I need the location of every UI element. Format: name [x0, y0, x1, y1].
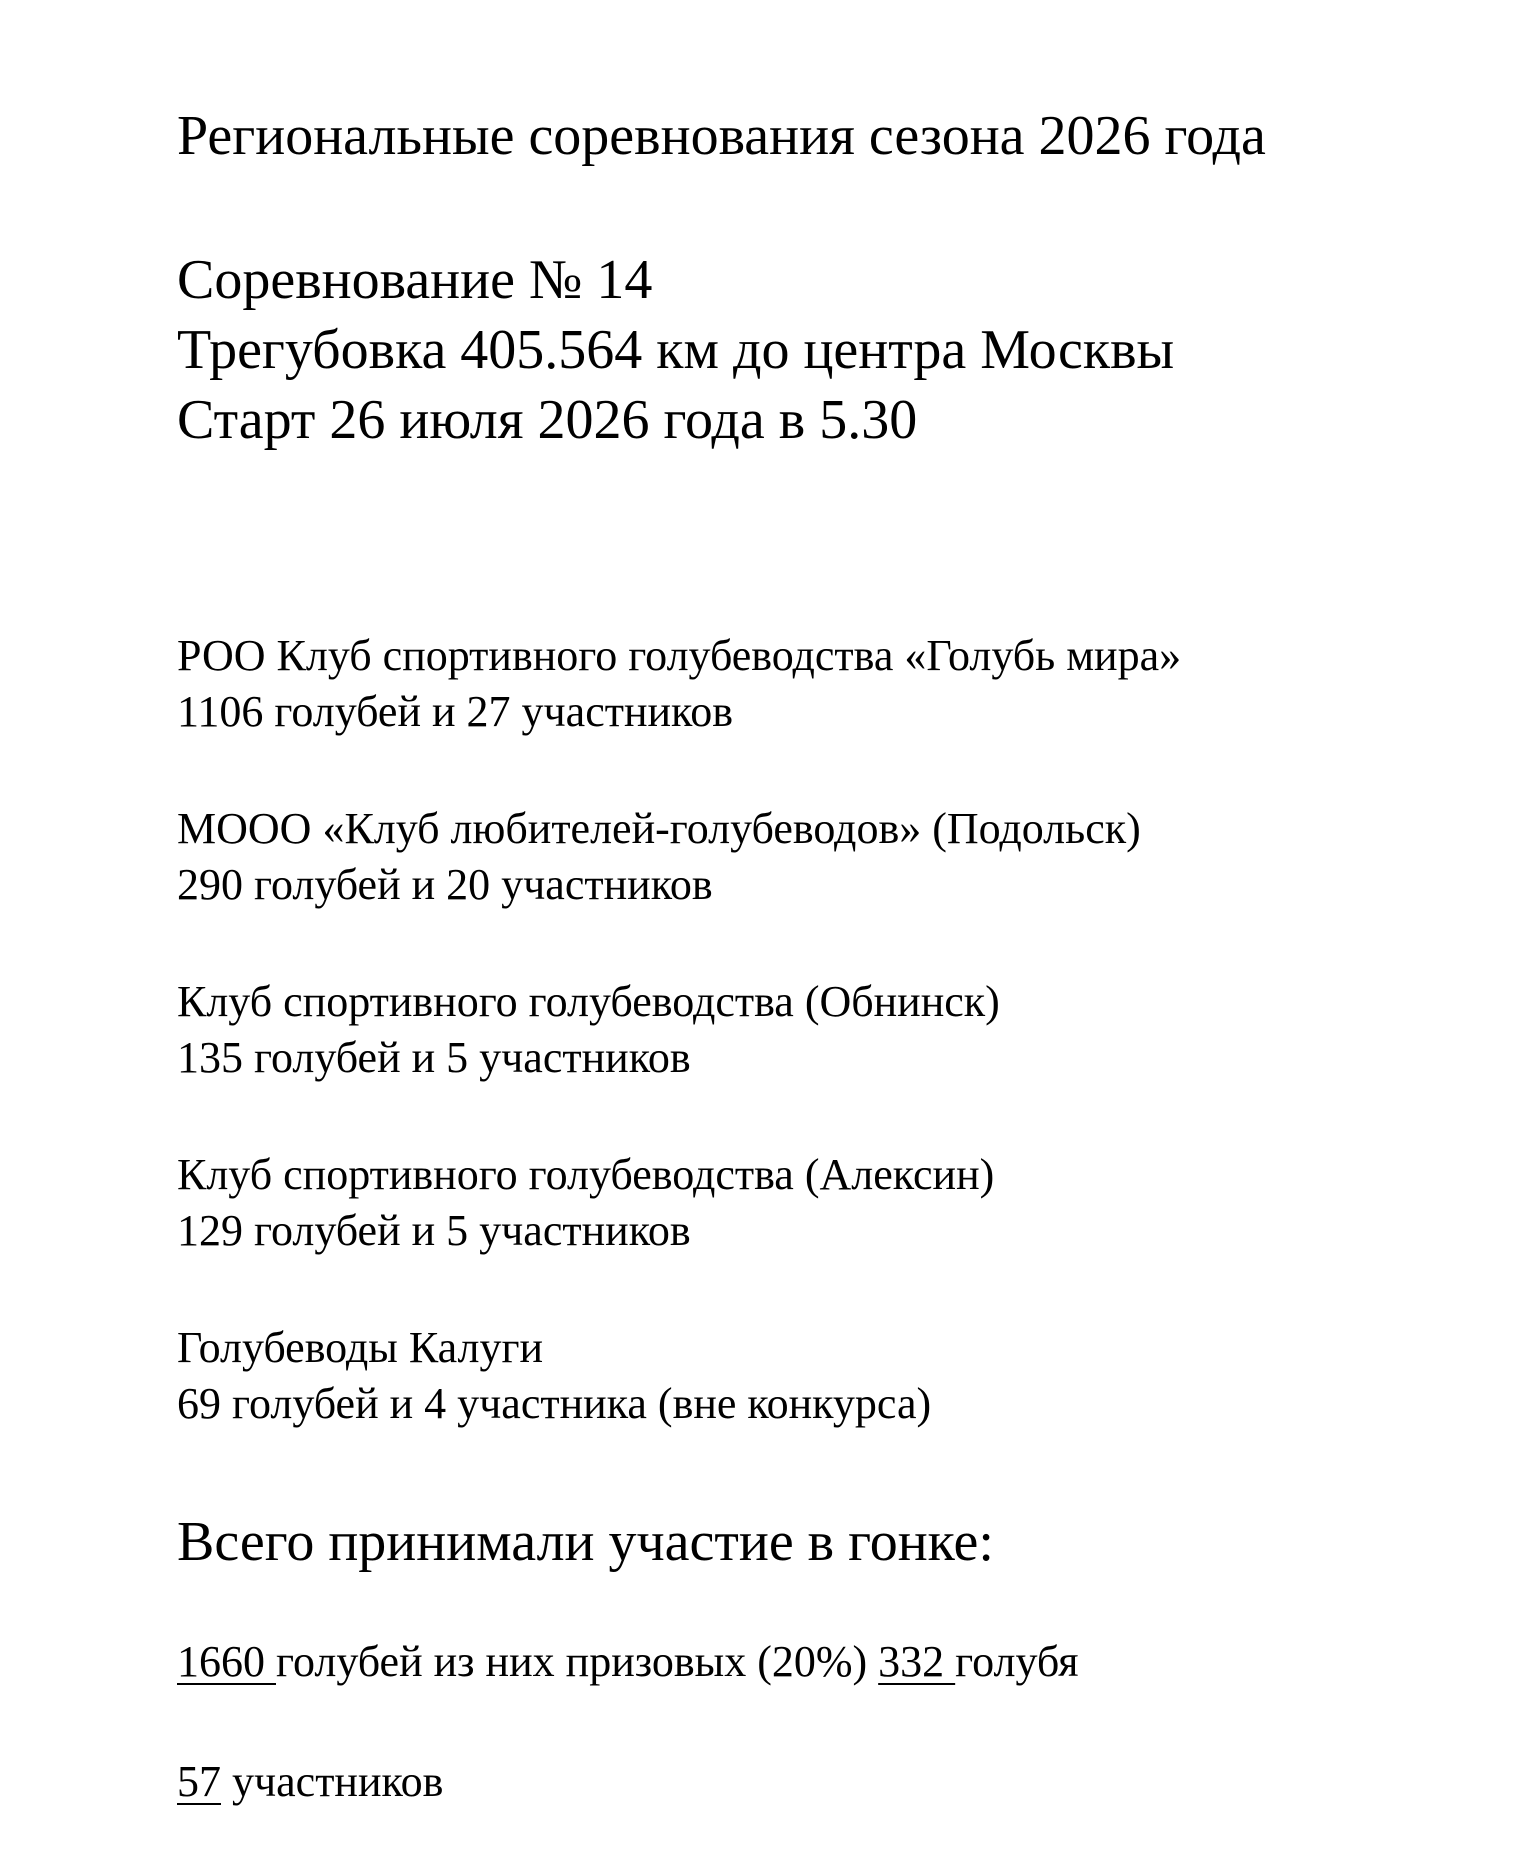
club-name: Клуб спортивного голубеводства (Алексин): [177, 1150, 995, 1199]
totals-participants-line: [177, 1757, 444, 1806]
total-pigeons-text: голубей из них призовых (20%): [276, 1637, 879, 1686]
club-stats: 135 голубей и 5 участников: [177, 1033, 691, 1082]
club-name: Голубеводы Калуги: [177, 1323, 544, 1372]
prize-pigeons-count: 332: [878, 1637, 956, 1686]
total-participants-text: участников: [221, 1757, 444, 1806]
club-name: МООО «Клуб любителей-голубеводов» (Подольск): [177, 804, 1141, 853]
totals-pigeons-line: [177, 1637, 1079, 1686]
totals-heading: Всего принимали участие в гонке:: [177, 1511, 994, 1573]
club-stats: 69 голубей и 4 участника (вне конкурса): [177, 1379, 932, 1428]
season-title: Региональные соревнования сезона 2026 года: [177, 105, 1266, 167]
club-stats: 1106 голубей и 27 участников: [177, 687, 733, 736]
prize-pigeons-text: голубя: [955, 1637, 1079, 1686]
club-name: Клуб спортивного голубеводства (Обнинск): [177, 977, 1000, 1026]
start-time: Старт 26 июля 2026 года в 5.30: [177, 389, 918, 451]
release-location: Трегубовка 405.564 км до центра Москвы: [177, 319, 1175, 381]
total-participants-count: 57: [177, 1757, 221, 1806]
club-stats: 290 голубей и 20 участников: [177, 860, 713, 909]
total-pigeons-count: 1660: [177, 1637, 276, 1686]
club-name: РОО Клуб спортивного голубеводства «Голубь мира»: [177, 631, 1182, 680]
club-stats: 129 голубей и 5 участников: [177, 1206, 691, 1255]
competition-number: Соревнование № 14: [177, 249, 653, 311]
